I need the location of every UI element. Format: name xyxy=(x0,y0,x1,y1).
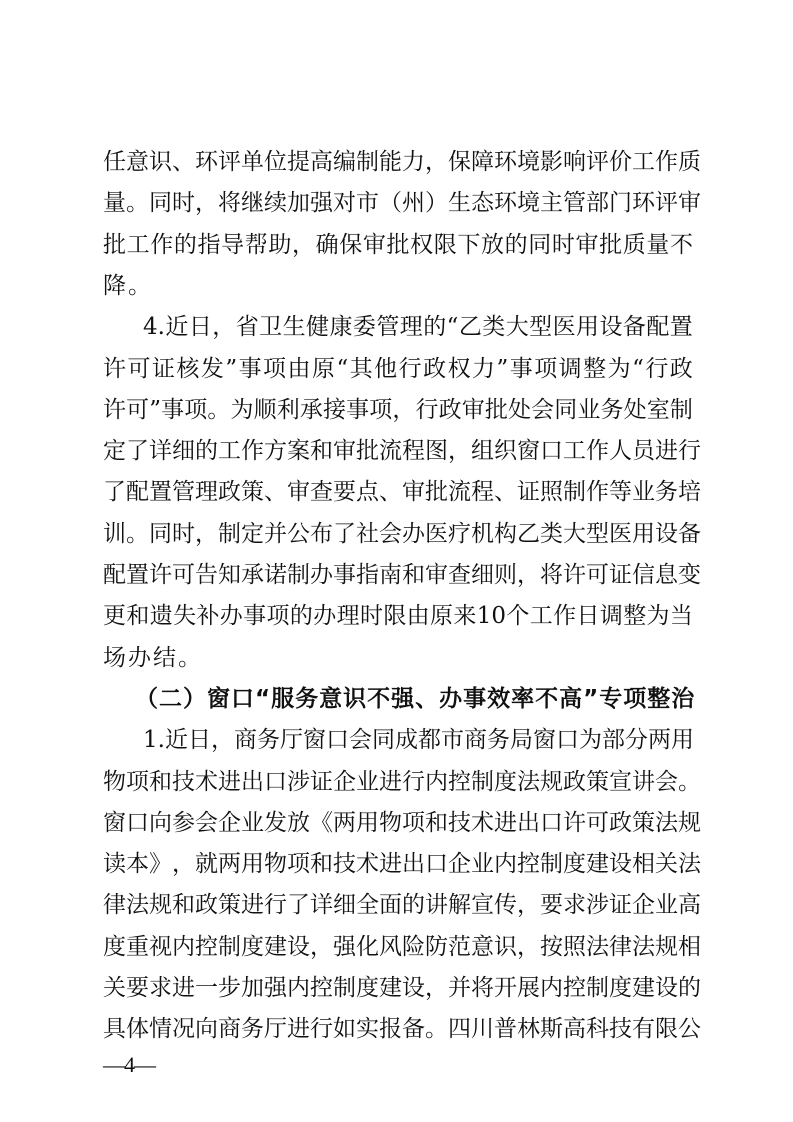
paragraph-line: 许 可 证 核 发 ” 事 项 由 原 “ 其 他 行 政 权 力 ” 事 项 调 整 为 “ 行 政 xyxy=(103,355,693,382)
paragraph-line: 了 配 置 管 理 政 策 、 审 查 要 点 、 审 批 流 程 、 证 照 制 作 等 业 务 培 xyxy=(103,479,701,506)
paragraph-line: 许 可 ” 事 项 。 为 顺 利 承 接 事 项 ， 行 政 审 批 处 会 同 业 务 处 室 制 xyxy=(103,396,693,423)
paragraph-line: 关 要 求 进 一 步 加 强 内 控 制 度 建 设 ， 并 将 开 展 内 控 制 度 建 设 的 xyxy=(103,975,701,1001)
paragraph-line: 度 重 视 内 控 制 度 建 设 ， 强 化 风 险 防 范 意 识 ， 按 照 法 律 法 规 相 xyxy=(103,933,701,960)
paragraph-line: 定 了 详 细 的 工 作 方 案 和 审 批 流 程 图 ， 组 织 窗 口 工 作 人 员 进 行 xyxy=(103,438,701,465)
paragraph-line: 更 和 遗 失 补 办 事 项 的 办 理 时 限 由 原 来 10 个 工 作 日 调 整 为 当 xyxy=(103,603,693,630)
paragraph-line: 律 法 规 和 政 策 进 行 了 详 细 全 面 的 讲 解 宣 传 ， 要 求 涉 证 企 业 高 xyxy=(103,892,701,919)
paragraph-line: 降。 xyxy=(103,272,153,299)
section-heading: （二）窗口“服务意识不强、办事效率不高”专项整治 xyxy=(135,685,696,712)
paragraph-line: 任 意 识 、 环 评 单 位 提 高 编 制 能 力 ， 保 障 环 境 影 响 评 价 工 作 质 xyxy=(103,149,701,175)
paragraph-line: 配 置 许 可 告 知 承 诺 制 办 事 指 南 和 审 查 细 则 ， 将 许 可 证 信 息 变 xyxy=(103,562,701,588)
paragraph-line: 窗 口 向 参 会 企 业 发 放 《 两 用 物 项 和 技 术 进 出 口 许 可 政 策 法 规 xyxy=(103,809,701,836)
paragraph-line: 量 。 同 时 ， 将 继 续 加 强 对 市 （ 州 ） 生 态 环 境 主 管 部 门 环 评 审 xyxy=(103,190,701,217)
paragraph-line: 场办结。 xyxy=(103,644,203,671)
paragraph-line: 批 工 作 的 指 导 帮 助 ， 确 保 审 批 权 限 下 放 的 同 时 审 批 质 量 不 xyxy=(103,231,693,258)
paragraph-line: 读 本 》 ， 就 两 用 物 项 和 技 术 进 出 口 企 业 内 控 制 度 建 设 相 关 法 xyxy=(103,851,701,878)
paragraph-line: 训 。 同 时 ， 制 定 并 公 布 了 社 会 办 医 疗 机 构 乙 类 大 型 医 用 设 备 xyxy=(103,520,701,547)
paragraph-line: 1. 近 日 ， 商 务 厅 窗 口 会 同 成 都 市 商 务 局 窗 口 为 部 分 两 用 xyxy=(143,727,694,754)
paragraph-line: 4. 近 日 ， 省 卫 生 健 康 委 管 理 的 “ 乙 类 大 型 医 用 设 备 配 置 xyxy=(143,314,693,341)
paragraph-line: 具 体 情 况 向 商 务 厅 进 行 如 实 报 备 。 四 川 普 林 斯 高 科 技 有 限 公 xyxy=(103,1016,701,1043)
page-number: —4— xyxy=(103,1051,155,1077)
paragraph-line: 物 项 和 技 术 进 出 口 涉 证 企 业 进 行 内 控 制 度 法 规 政 策 宣 讲 会 。 xyxy=(103,768,701,795)
